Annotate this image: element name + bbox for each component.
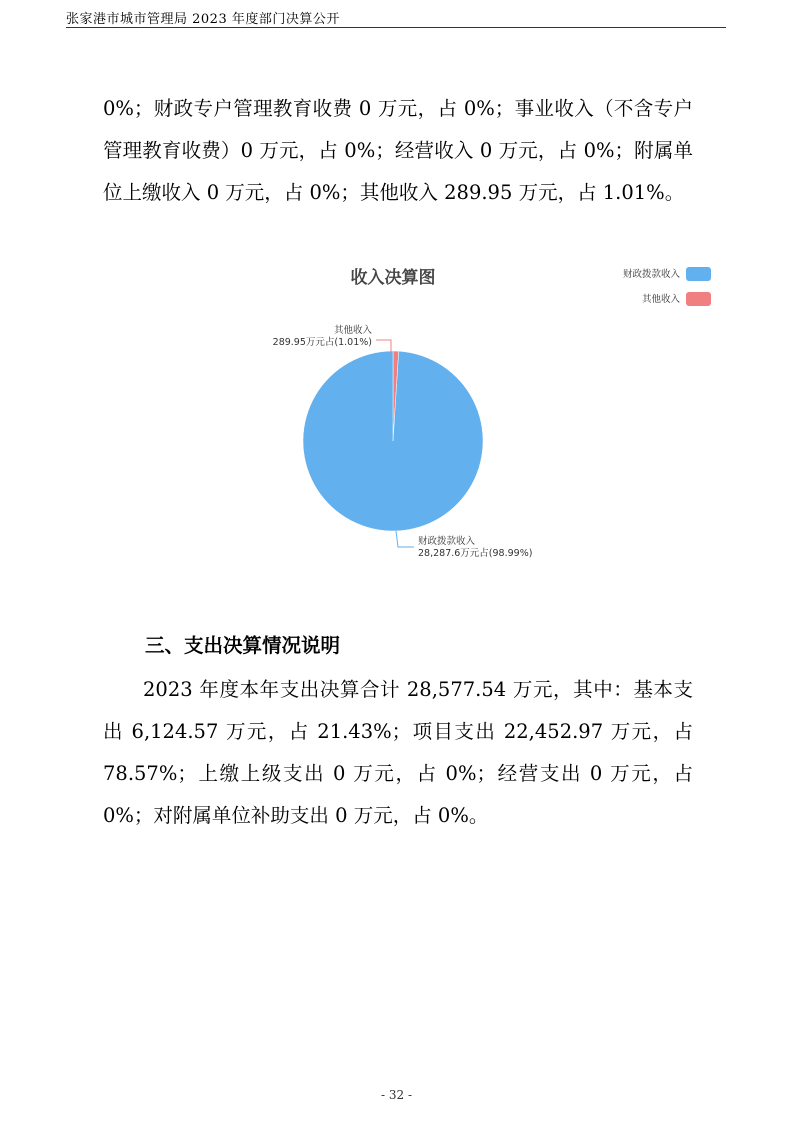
legend-swatch-fiscal bbox=[686, 267, 711, 281]
legend-label-fiscal: 财政拨款收入 bbox=[622, 269, 680, 280]
legend-label-other: 其他收入 bbox=[641, 294, 680, 305]
pie-slice-fiscal bbox=[303, 351, 483, 531]
data-label-fiscal-name: 财政拨款收入 bbox=[418, 536, 476, 547]
income-pie-chart bbox=[0, 250, 793, 570]
data-label-other-value: 289.95万元占(1.01%) bbox=[272, 337, 372, 348]
header-divider bbox=[66, 27, 726, 28]
page-number: - 32 - bbox=[380, 1088, 412, 1102]
data-label-other-name: 其他收入 bbox=[333, 325, 372, 336]
legend-swatch-other bbox=[686, 292, 711, 306]
section-heading: 三、支出决算情况说明 bbox=[145, 634, 341, 657]
chart-title: 收入决算图 bbox=[350, 268, 436, 288]
leader-line-fiscal bbox=[396, 531, 414, 547]
expenditure-paragraph: 2023 年度本年支出决算合计 28,577.54 万元，其中：基本支出 6,124.57 万元，占 21.43%；项目支出 22,452.97 万元，占 78.57%；上缴上级支出 0 万元，占 0%；经营支出 0 万元，占 0%；对附属单位补助支出 0 万元，占 0%。 bbox=[103, 678, 693, 827]
running-header: 张家港市城市管理局 2023 年度部门决算公开 bbox=[66, 12, 340, 27]
data-label-fiscal-value: 28,287.6万元占(98.99%) bbox=[418, 548, 533, 559]
income-paragraph: 0%；财政专户管理教育收费 0 万元，占 0%；事业收入（不含专户管理教育收费）0 万元，占 0%；经营收入 0 万元，占 0%；附属单位上缴收入 0 万元，占 0%；其他收入 289.95 万元，占 1.01%。 bbox=[103, 97, 693, 204]
